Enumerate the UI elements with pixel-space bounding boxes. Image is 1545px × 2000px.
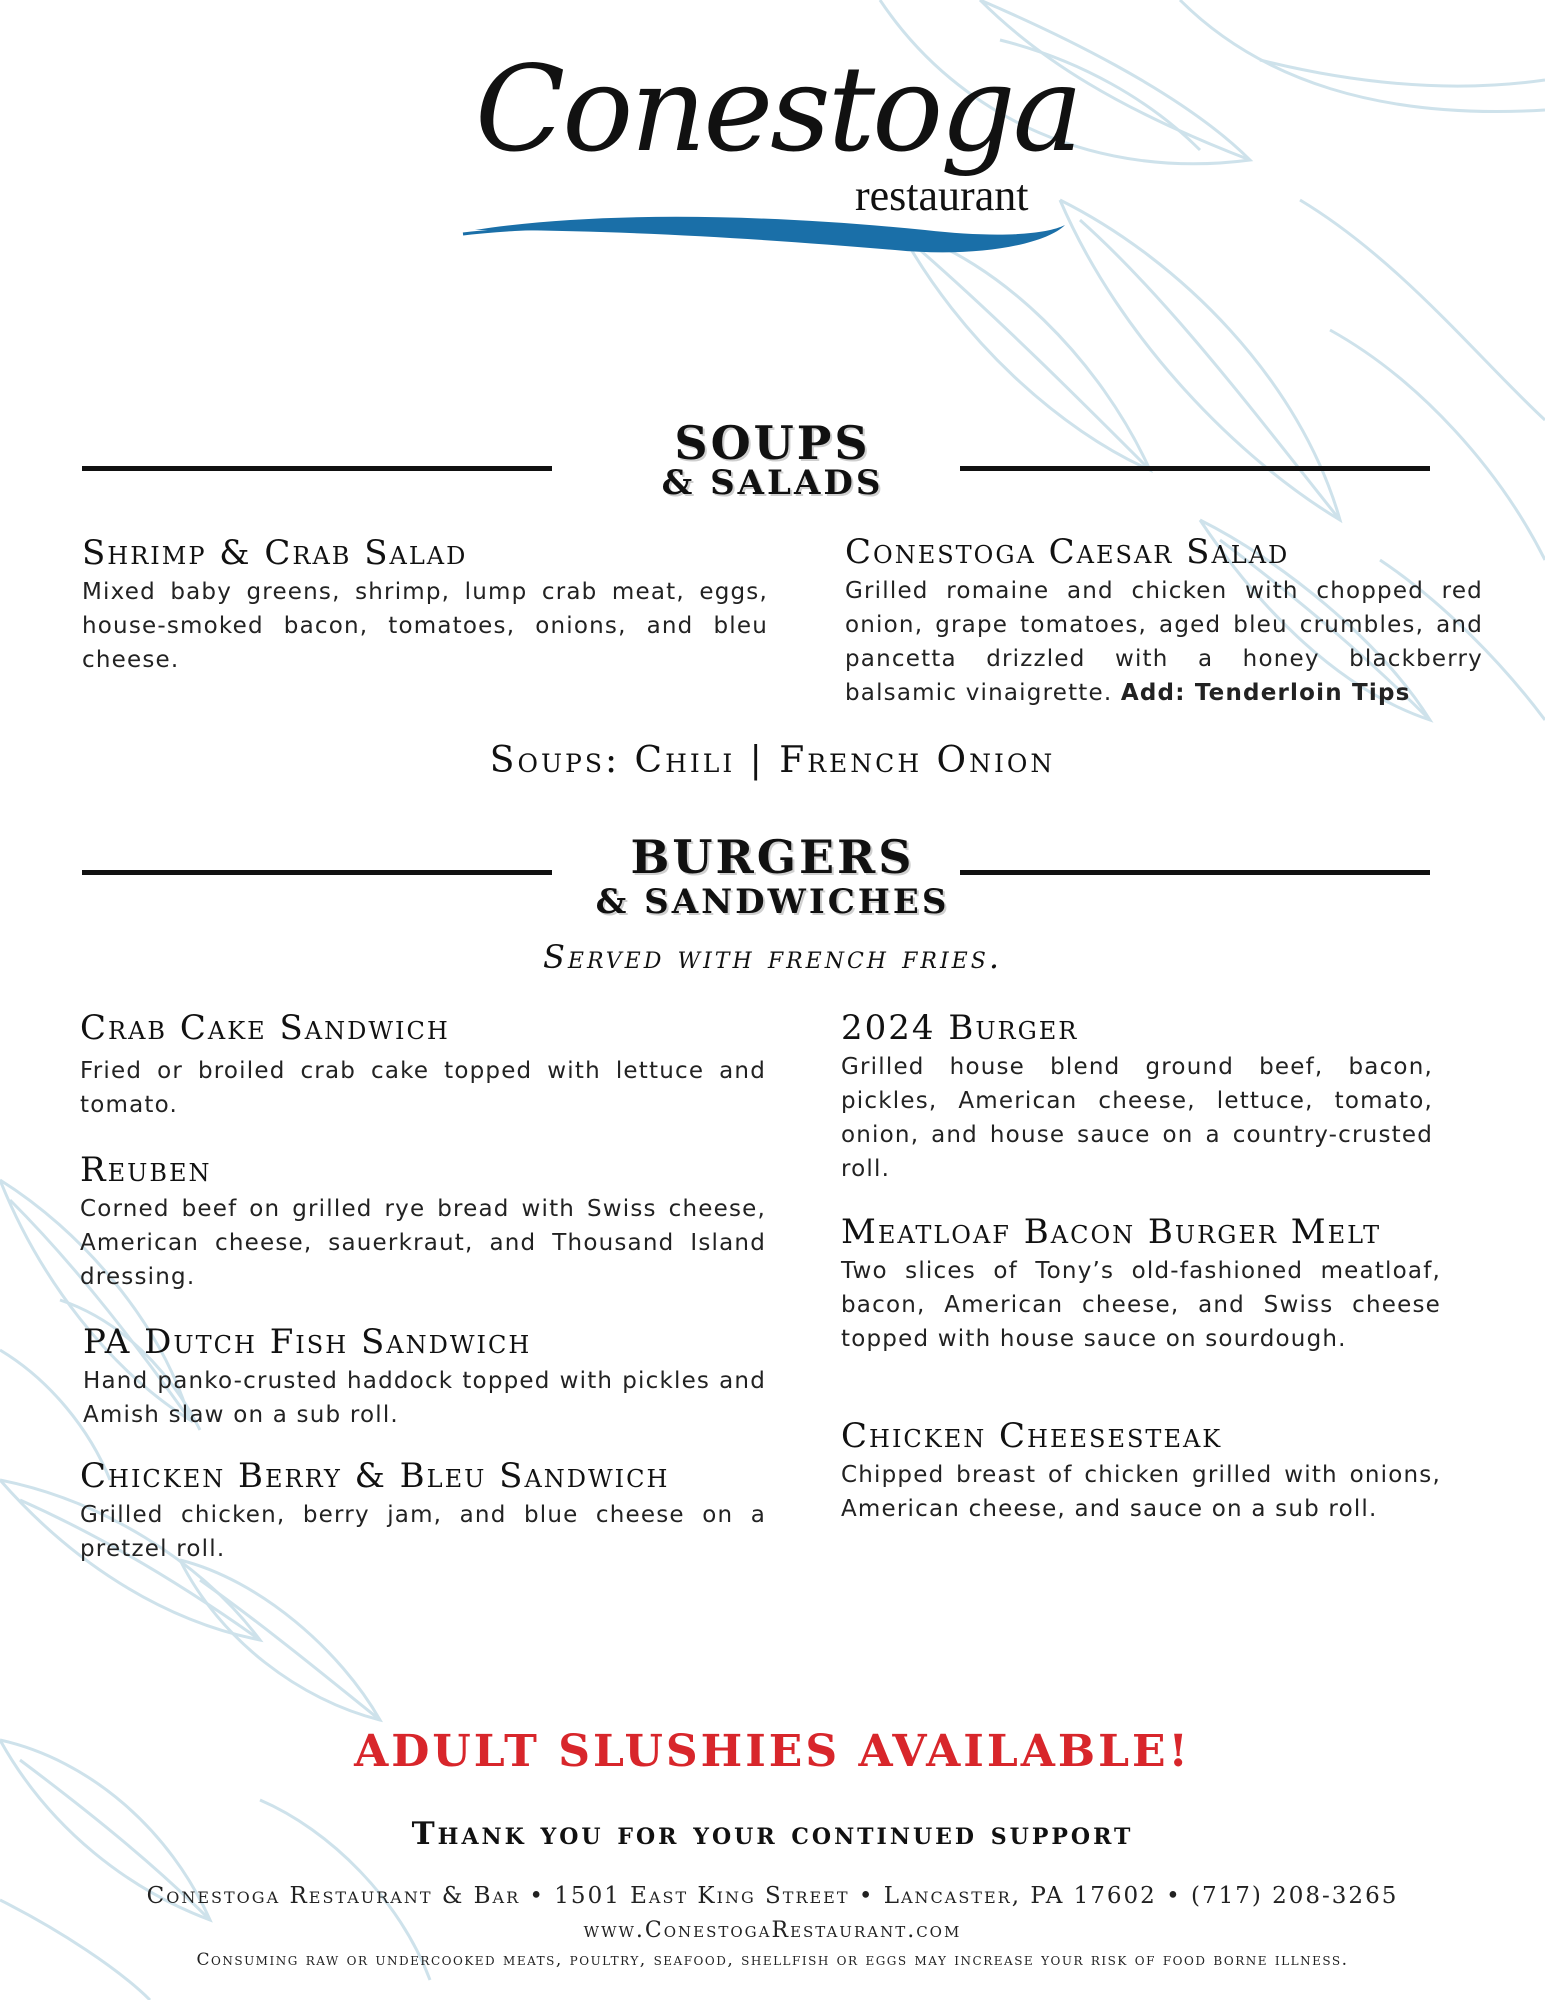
menu-item-name: 2024 Burger [841,1008,1079,1048]
menu-item-name: Chicken Berry & Bleu Sandwich [80,1456,670,1496]
menu-item-shrimp-crab-salad [82,533,768,677]
section-title-burgers: BURGERS [630,830,915,884]
menu-item-name: Conestoga Caesar Salad [845,532,1290,572]
footer-website: www.ConestogaRestaurant.com [583,1918,962,1943]
menu-item-caesar-salad [845,532,1483,710]
footer-health-warning: Consuming raw or undercooked meats, poultry, seafood, shellfish or eggs may increase your risk of food borne illness. [196,1950,1349,1970]
menu-item-description: Mixed baby greens, shrimp, lump crab meat, eggs, house-smoked bacon, tomatoes, onions, and bleu cheese. [82,579,768,673]
menu-item-chicken-berry-bleu-sandwich [80,1456,766,1566]
menu-item-reuben [80,1150,766,1294]
menu-item-name: Meatloaf Bacon Burger Melt [841,1212,1382,1252]
thank-you-note: Thank you for your continued support [411,1816,1134,1852]
menu-item-description-text: Grilled romaine and chicken with chopped red onion, grape tomatoes, aged bleu crumbles, and pancetta drizzled with a honey blackberry balsamic vinaigrette. [845,578,1483,706]
menu-item-description: Hand panko-crusted haddock topped with pickles and Amish slaw on a sub roll. [83,1368,766,1428]
menu-item-description: Grilled chicken, berry jam, and blue cheese on a pretzel roll. [80,1502,766,1562]
menu-item-meatloaf-bacon-burger-melt [841,1212,1441,1356]
logo-wordmark: Conestoga [475,40,1081,178]
menu-item-pa-dutch-fish-sandwich [83,1322,766,1432]
footer-address: Conestoga Restaurant & Bar • 1501 East King Street • Lancaster, PA 17602 • (717) 208-3265 [146,1883,1399,1909]
menu-item-addon: Add: Tenderloin Tips [1120,680,1411,706]
soups-list: Soups: Chili | French Onion [489,740,1056,781]
section-subtitle-sandwiches: & SANDWICHES [595,882,950,922]
logo-subtitle: restaurant [855,171,1029,220]
restaurant-logo [455,40,1095,270]
menu-item-description: Two slices of Tony’s old-fashioned meatloaf, bacon, American cheese, and Swiss cheese topped with house sauce on sourdough. [841,1258,1441,1352]
menu-item-name: Shrimp & Crab Salad [82,533,468,573]
section-title-soups: SOUPS [674,416,871,470]
promo-banner: ADULT SLUSHIES AVAILABLE! [354,1726,1191,1777]
menu-item-name: Reuben [80,1150,212,1190]
served-with-note: Served with french fries. [542,938,1002,976]
menu-item-name: Chicken Cheesesteak [841,1416,1223,1456]
menu-item-chicken-cheesesteak [841,1416,1441,1526]
menu-item-description: Corned beef on grilled rye bread with Swiss cheese, American cheese, sauerkraut, and Thousand Island dressing. [80,1196,766,1290]
menu-item-description: Grilled house blend ground beef, bacon, pickles, American cheese, lettuce, tomato, onion, and house sauce on a country-crusted roll. [841,1054,1433,1182]
menu-item-name: Crab Cake Sandwich [80,1008,450,1048]
menu-item-name: PA Dutch Fish Sandwich [83,1322,532,1362]
section-subtitle-salads: & SALADS [661,463,884,503]
menu-item-2024-burger [841,1008,1433,1186]
menu-item-description [845,574,1483,710]
menu-item-crab-cake-sandwich [80,1008,766,1122]
menu-item-description: Chipped breast of chicken grilled with onions, American cheese, and sauce on a sub roll. [841,1462,1441,1522]
menu-item-description: Fried or broiled crab cake topped with lettuce and tomato. [80,1058,766,1118]
